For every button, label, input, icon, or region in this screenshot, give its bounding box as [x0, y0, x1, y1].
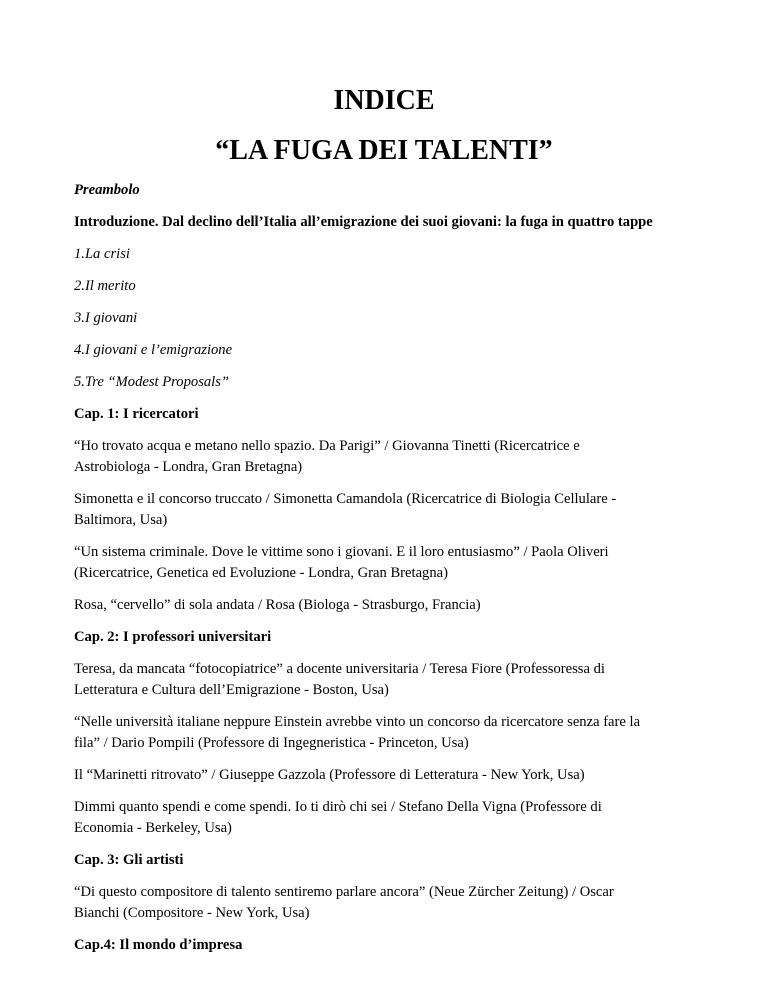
intro-item: 1.La crisi — [74, 246, 130, 262]
toc-entry-line: “Ho trovato acqua e metano nello spazio. Da Parigi” / Giovanna Tinetti (Ricercatrice e — [74, 438, 580, 454]
chapter-heading: Cap. 2: I professori universitari — [74, 629, 272, 645]
toc-entry-line: “Nelle università italiane neppure Einstein avrebbe vinto un concorso da ricercatore senza fare la — [74, 714, 641, 730]
page-title: INDICE — [333, 85, 435, 116]
toc-entry-line: Bianchi (Compositore - New York, Usa) — [74, 905, 310, 921]
page-subtitle: “LA FUGA DEI TALENTI” — [215, 135, 553, 166]
toc-entry-line: fila” / Dario Pompili (Professore di Ingegneristica - Princeton, Usa) — [74, 735, 469, 751]
intro-item: 5.Tre “Modest Proposals” — [74, 374, 230, 390]
toc-entry-line: Dimmi quanto spendi e come spendi. Io ti dirò chi sei / Stefano Della Vigna (Professore di — [74, 799, 602, 815]
toc-entry-line: Letteratura e Cultura dell’Emigrazione - Boston, Usa) — [74, 682, 389, 698]
toc-entry-line: “Un sistema criminale. Dove le vittime sono i giovani. E il loro entusiasmo” / Paola Oliveri — [74, 544, 609, 560]
preamble-heading: Preambolo — [74, 182, 140, 198]
intro-item: 2.Il merito — [74, 278, 136, 294]
intro-heading: Introduzione. Dal declino dell’Italia all’emigrazione dei suoi giovani: la fuga in quattro tappe — [74, 214, 653, 230]
toc-entry-line: Teresa, da mancata “fotocopiatrice” a docente universitaria / Teresa Fiore (Professoressa di — [74, 661, 605, 677]
toc-entry-line: Rosa, “cervello” di sola andata / Rosa (Biologa - Strasburgo, Francia) — [74, 597, 481, 613]
chapter-heading: Cap. 3: Gli artisti — [74, 852, 184, 868]
intro-item: 4.I giovani e l’emigrazione — [74, 342, 233, 358]
chapter-heading: Cap.4: Il mondo d’impresa — [74, 937, 243, 953]
toc-entry-line: Simonetta e il concorso truccato / Simonetta Camandola (Ricercatrice di Biologia Cellulare - — [74, 491, 617, 507]
toc-entry-line: (Ricercatrice, Genetica ed Evoluzione - Londra, Gran Bretagna) — [74, 565, 448, 581]
toc-entry-line: Economia - Berkeley, Usa) — [74, 820, 232, 836]
intro-item: 3.I giovani — [74, 310, 138, 326]
toc-entry-line: Astrobiologa - Londra, Gran Bretagna) — [74, 459, 303, 475]
toc-entry-line: Il “Marinetti ritrovato” / Giuseppe Gazzola (Professore di Letteratura - New York, Usa) — [74, 767, 585, 783]
toc-entry-line: “Di questo compositore di talento sentiremo parlare ancora” (Neue Zürcher Zeitung) / Oscar — [74, 884, 614, 900]
chapter-heading: Cap. 1: I ricercatori — [74, 406, 199, 422]
toc-entry-line: Baltimora, Usa) — [74, 512, 168, 528]
